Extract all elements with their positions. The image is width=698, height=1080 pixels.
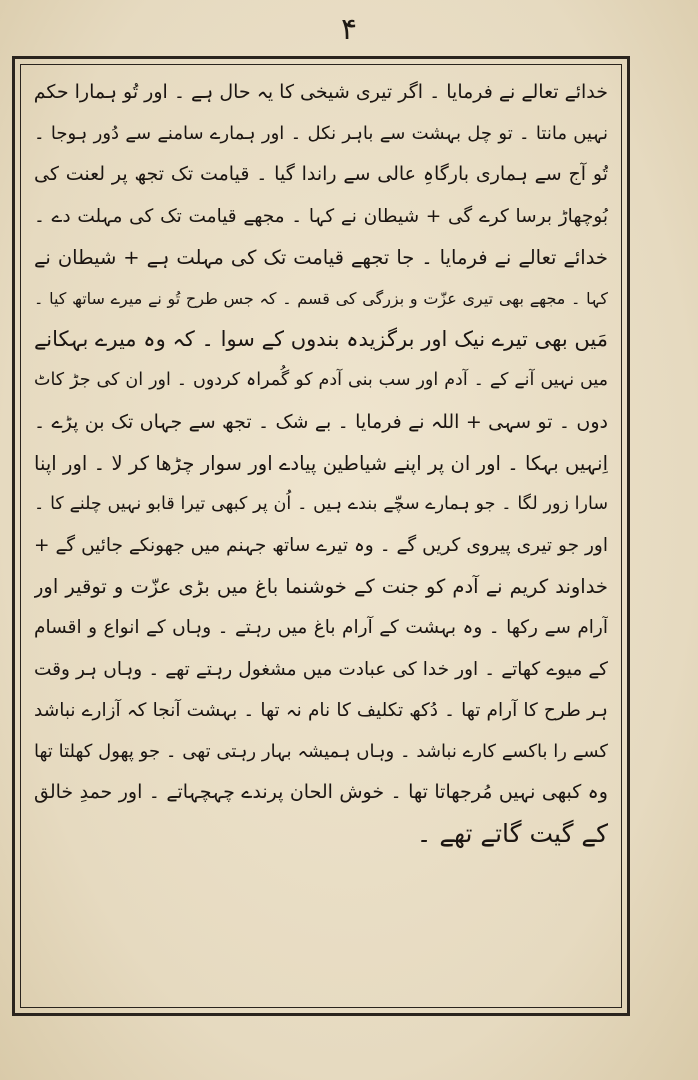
text-line: کسے را باکسے کارے نباشد ۔ وہاں ہمیشہ بہار رہتی تھی ۔ جو پھول کھلتا تھا [34, 741, 608, 762]
text-line: اِنہیں بہکا ۔ اور ان پر اپنے شیاطین پیادے اور سوار چڑھا کر لا ۔ اور اپنا [34, 451, 608, 475]
text-line-last: کے گیت گاتے تھے ۔ [416, 819, 608, 849]
text-line: آرام سے رکھا ۔ وہ بہشت کے آرام باغ میں رہتے ۔ وہاں کے انواع و اقسام [34, 617, 608, 639]
page-number: ۴ [340, 12, 358, 47]
text-line: میں نہیں آنے کے ۔ آدم اور سب بنی آدم کو گُمراہ کردوں ۔ اور ان کی جڑ کاٹ [34, 370, 608, 391]
text-line: سارا زور لگا ۔ جو ہمارے سچّے بندے ہیں ۔ اُن پر کبھی تیرا قابو نہیں چلنے کا ۔ [34, 493, 608, 514]
text-line: کہا ۔ مجھے بھی تیری عزّت و بزرگی کی قسم ۔ کہ جس طرح تُو نے میرے ساتھ کیا ۔ [34, 288, 608, 308]
text-line: خداوند کریم نے آدم کو جنت کے خوشنما باغ میں بڑی عزّت و توقیر اور [34, 575, 608, 599]
text-line: دوں ۔ تو سہی + اللہ نے فرمایا ۔ بے شک ۔ تجھ سے جہاں تک بن پڑے ۔ [34, 410, 608, 433]
text-line: ہر طرح کا آرام تھا ۔ دُکھ تکلیف کا نام نہ تھا ۔ بہشت آنجا کہ آزارے نباشد [34, 699, 608, 721]
text-line: وہ کبھی نہیں مُرجھاتا تھا ۔ خوش الحان پرندے چہچہاتے ۔ اور حمدِ خالق [34, 781, 608, 804]
text-line: کے میوے کھاتے ۔ اور خدا کی عبادت میں مشغول رہتے تھے ۔ وہاں ہر وقت [34, 658, 608, 680]
text-line: نہیں مانتا ۔ تو چل بہشت سے باہر نکل ۔ اور ہمارے سامنے سے دُور ہوجا ۔ [34, 123, 608, 145]
text-line: خدائے تعالے نے فرمایا ۔ جا تجھے قیامت تک کی مہلت ہے + شیطان نے [34, 245, 608, 269]
text-line: مَیں بھی تیرے نیک اور برگزیدہ بندوں کے سوا ۔ کہ وہ میرے بہکانے [34, 327, 608, 352]
text-line: تُو آج سے ہماری بارگاہِ عالی سے راندا گیا ۔ قیامت تک تجھ پر لعنت کی [34, 163, 608, 186]
urdu-text-body [34, 72, 608, 997]
text-line: بُوچھاڑ برسا کرے گی + شیطان نے کہا ۔ مجھے قیامت تک کی مہلت دے ۔ [34, 205, 608, 227]
text-line: خدائے تعالے نے فرمایا ۔ اگر تیری شیخی کا یہ حال ہے ۔ اور تُو ہمارا حکم [34, 81, 608, 103]
text-line: اور جو تیری پیروی کریں گے ۔ وہ تیرے ساتھ جہنم میں جھونکے جائیں گے + [34, 535, 608, 557]
